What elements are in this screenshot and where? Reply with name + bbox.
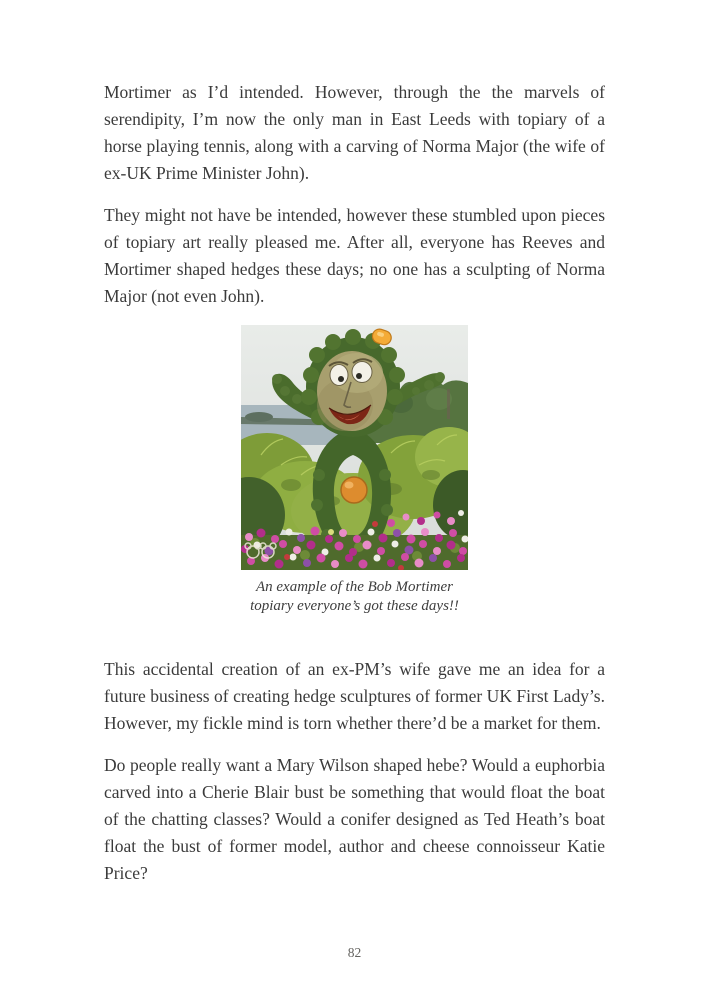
topiary-face — [317, 351, 387, 431]
body-paragraph-2: They might not have be intended, however these stumbled upon pieces of topiary art really pleased me. After all, everyone has Reeves and Mortimer shaped hedges these days; no one has a sculpting of Norma Major (not even John). — [104, 205, 605, 306]
body-paragraph-3: This accidental creation of an ex-PM’s wife gave me an idea for a future business of creating hedge sculptures of former UK First Lady’s. However, my fickle mind is torn whether there’d be a market for them. — [104, 659, 605, 733]
figure-caption-line-2: topiary everyone’s got these days!! — [250, 598, 459, 614]
figure-caption — [104, 578, 605, 616]
page-number: 82 — [347, 945, 362, 960]
body-paragraph-1: Mortimer as I’d intended. However, through the the marvels of serendipity, I’m now the only man in East Leeds with topiary of a horse playing tennis, along with a carving of Norma Major (the wife of ex-UK Prime Minister John). — [104, 82, 605, 183]
figure-caption-line-1: An example of the Bob Mortimer — [255, 579, 454, 595]
bob-mortimer-topiary-photo — [241, 325, 468, 570]
figure-topiary — [104, 325, 605, 616]
body-paragraph-4: Do people really want a Mary Wilson shaped hebe? Would a euphorbia carved into a Cherie Blair bust be something that would float the boat of the chatting classes? Would a conifer designed as Ted Heath’s boat float the bust of former model, author and cheese connoisseur Katie Price? — [104, 755, 605, 883]
pendulum-ball — [341, 477, 367, 503]
